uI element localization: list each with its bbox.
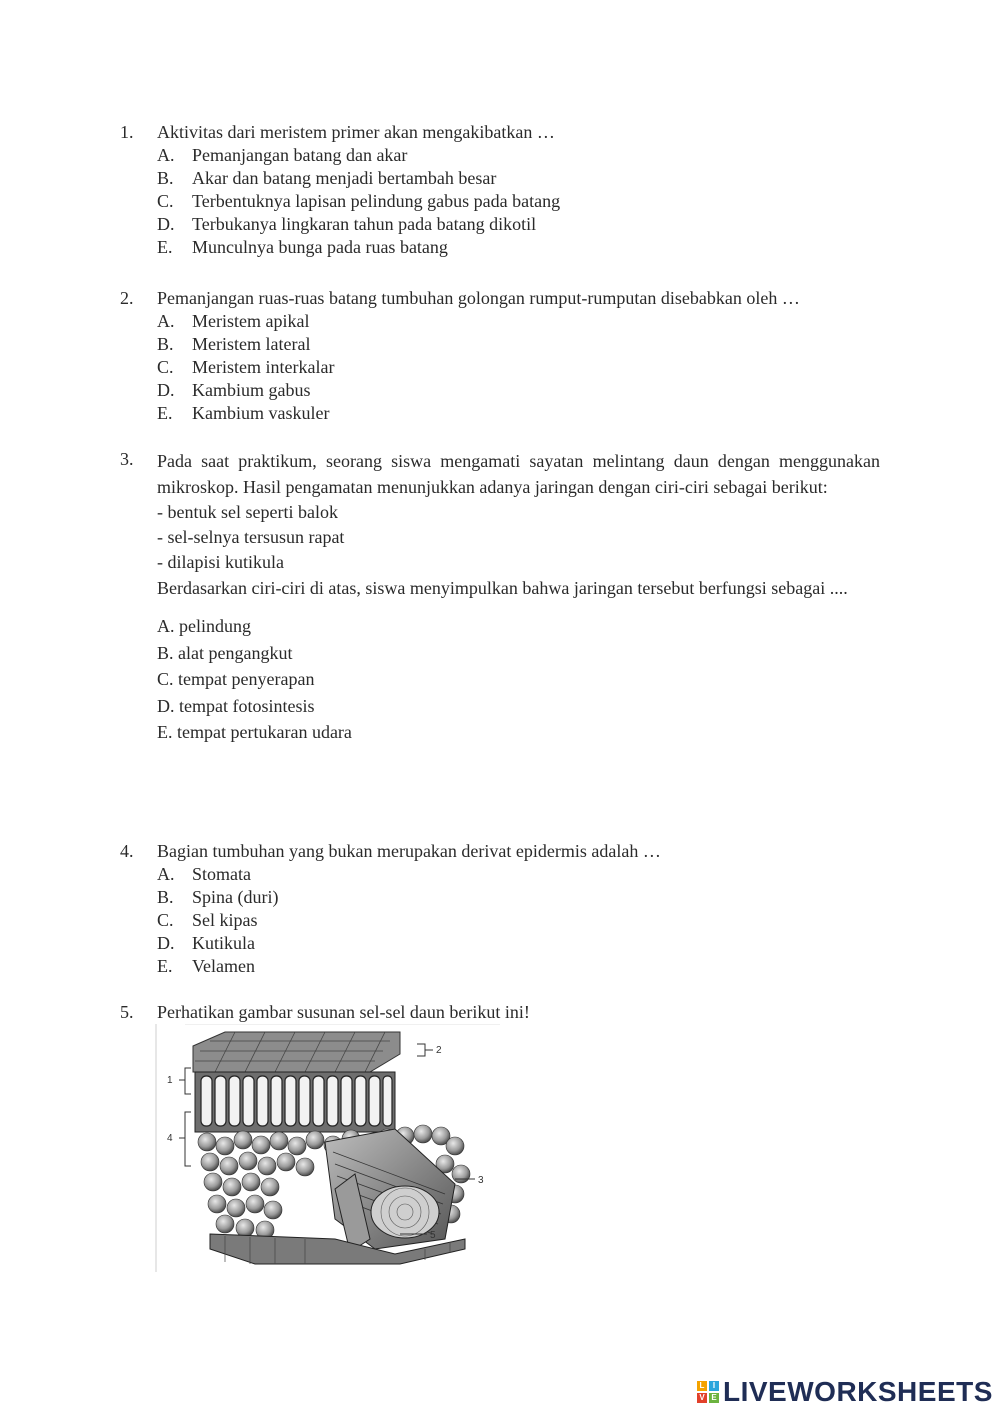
option-b[interactable] [157,640,880,667]
logo-mark-icon [697,1381,719,1403]
options-list [157,144,880,259]
option-e[interactable] [157,955,880,978]
question-number: 4. [120,841,134,861]
characteristic-item: - sel-selnya tersusun rapat [157,527,345,547]
option-text: tempat pertukaran udara [177,722,352,742]
callout-bracket-4 [185,1112,191,1166]
option-letter: D. [157,695,175,716]
option-d[interactable] [157,213,880,236]
option-letter: A. [157,311,175,331]
option-a[interactable] [157,863,880,886]
option-e[interactable] [157,236,880,259]
question-number: 3. [120,449,134,469]
option-letter: C. [157,669,174,689]
question-number: 2. [120,288,134,308]
option-text: Stomata [192,864,251,884]
option-text: Meristem interkalar [192,357,335,377]
option-letter: D. [157,933,175,953]
option-b[interactable] [157,333,880,356]
option-text: Pemanjangan batang dan akar [192,145,408,165]
option-text: tempat fotosintesis [179,695,315,716]
option-letter: B. [157,642,174,663]
option-letter: E. [157,237,173,257]
characteristic-item: - bentuk sel seperti balok [157,502,338,522]
options-list [157,613,880,746]
option-text: Sel kipas [192,910,258,930]
option-text: Kambium vaskuler [192,403,330,423]
question-text: Perhatikan gambar susunan sel-sel daun berikut ini! [157,1002,530,1022]
question-5 [120,1001,880,1024]
figure-label-1: 1 [167,1075,173,1086]
option-letter: A. [157,616,175,636]
question-4 [120,840,880,978]
option-letter: C. [157,357,174,377]
option-letter: A. [157,145,175,165]
option-letter: E. [157,956,173,976]
option-text: Terbentuknya lapisan pelindung gabus pada batang [192,191,561,211]
option-a[interactable] [157,613,880,640]
option-letter: E. [157,403,173,423]
option-letter: E. [157,722,173,742]
leaf-tissue-illustration [155,1024,500,1272]
option-text: alat pengangkut [178,642,293,663]
option-letter: B. [157,168,174,188]
upper-epidermis [193,1032,400,1072]
question-text: Aktivitas dari meristem primer akan mengakibatkan … [157,122,555,142]
option-letter: C. [157,910,174,930]
question-number: 5. [120,1002,134,1022]
option-letter: B. [157,887,174,907]
figure-label-4: 4 [167,1133,173,1144]
logo-mark-letter: V [697,1393,707,1403]
figure-label-3: 3 [478,1175,484,1186]
option-text: Terbukanya lingkaran tahun pada batang dikotil [192,214,537,234]
option-text: Velamen [192,956,255,976]
figure-label-5: 5 [430,1230,436,1241]
liveworksheets-logo [697,1374,993,1410]
option-text: pelindung [179,616,251,636]
question-2 [120,287,880,425]
option-d[interactable] [157,932,880,955]
figure-label-2: 2 [436,1045,442,1056]
options-list [157,863,880,978]
option-text: tempat penyerapan [178,669,315,689]
option-c[interactable] [157,909,880,932]
question-text: Pemanjangan ruas-ruas batang tumbuhan golongan rumput-rumputan disebabkan oleh … [157,288,800,308]
option-d[interactable] [157,693,880,720]
option-text: Meristem apikal [192,311,310,331]
question-1 [120,121,880,259]
question-text: Bagian tumbuhan yang bukan merupakan derivat epidermis adalah … [157,841,661,861]
option-b[interactable] [157,886,880,909]
logo-mark-letter: E [709,1393,719,1403]
leaf-cross-section-figure [155,1024,500,1272]
option-letter: B. [157,334,174,354]
logo-mark-letter: L [697,1381,707,1391]
options-list [157,310,880,425]
option-letter: D. [157,380,175,400]
option-text: Akar dan batang menjadi bertambah besar [192,168,497,188]
logo-mark-letter: I [709,1381,719,1391]
logo-text: LIVEWORKSHEETS [723,1376,993,1407]
question-number: 1. [120,122,134,142]
palisade-layer [195,1072,395,1132]
option-letter: A. [157,864,175,884]
option-e[interactable] [157,402,880,425]
option-d[interactable] [157,379,880,402]
option-text: Spina (duri) [192,887,279,907]
option-text: Meristem lateral [192,334,311,354]
option-c[interactable] [157,356,880,379]
option-a[interactable] [157,310,880,333]
callout-bracket-2 [417,1044,425,1056]
question-3 [120,448,880,746]
option-text: Kutikula [192,933,255,953]
callout-bracket-1 [185,1068,191,1094]
option-letter: C. [157,191,174,211]
option-c[interactable] [157,190,880,213]
option-letter: D. [157,214,175,234]
option-text: Munculnya bunga pada ruas batang [192,237,448,257]
question-conclusion: Berdasarkan ciri-ciri di atas, siswa menyimpulkan bahwa jaringan tersebut berfungsi sebagai .... [157,578,848,598]
option-c[interactable] [157,666,880,693]
option-a[interactable] [157,144,880,167]
characteristic-item: - dilapisi kutikula [157,552,284,572]
option-text: Kambium gabus [192,380,311,400]
question-text: Pada saat praktikum, seorang siswa mengamati sayatan melintang daun dengan menggunakan mikroskop. Hasil pengamatan menunjukkan adanya jaringan dengan ciri-ciri sebagai berikut: [157,451,880,497]
option-b[interactable] [157,167,880,190]
option-e[interactable] [157,719,880,746]
